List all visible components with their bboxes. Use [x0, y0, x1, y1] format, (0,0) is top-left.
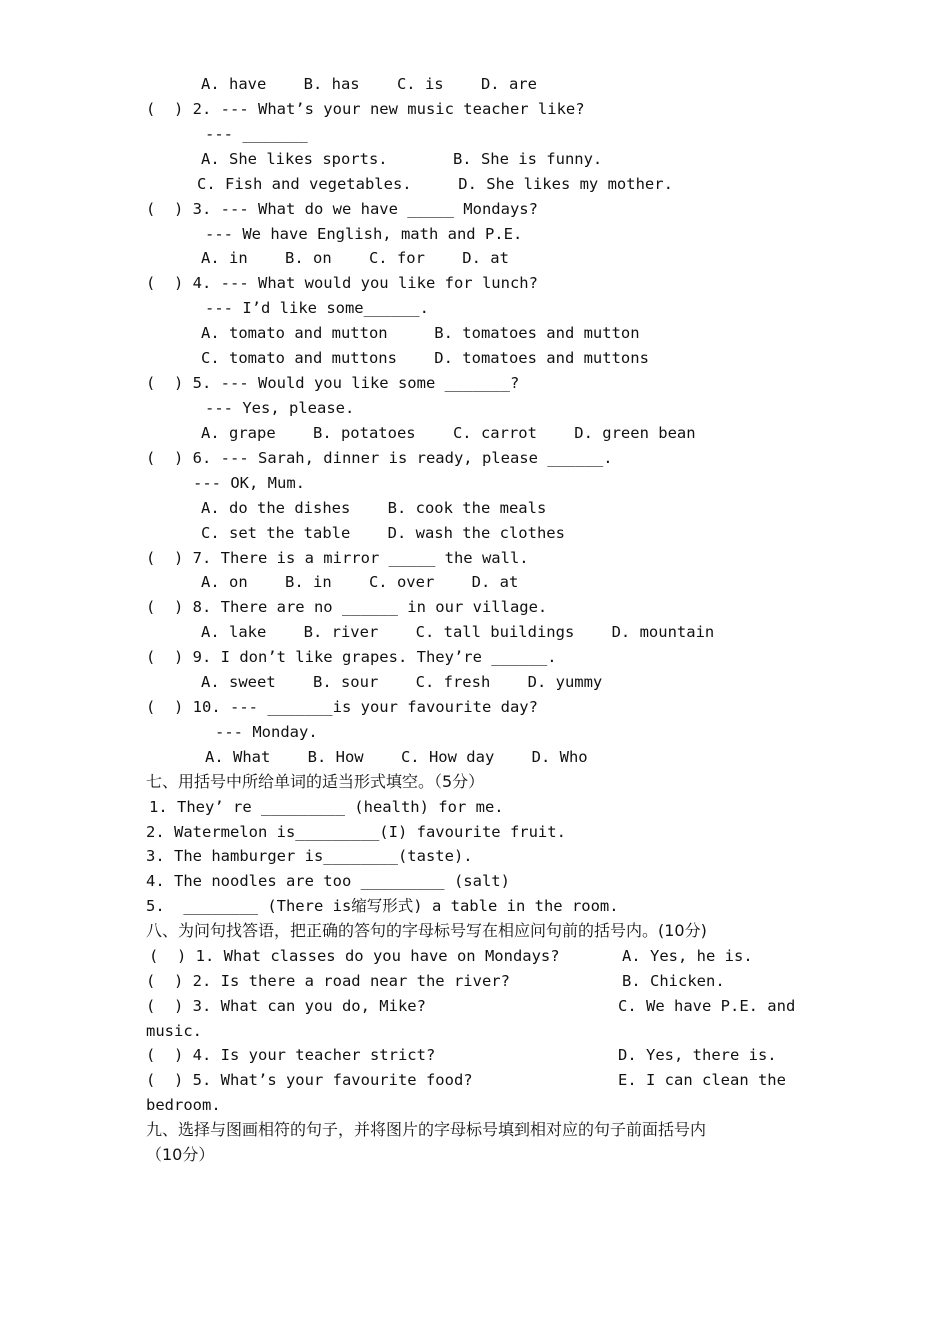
section8-answer-e: E. I can clean the	[618, 1071, 786, 1089]
q8-options-row1: A. lake B. river C. tall buildings D. mountain	[201, 623, 715, 641]
q9-options-row1: A. sweet B. sour C. fresh D. yummy	[201, 673, 603, 691]
section8-heading: 八、为问句找答语，把正确的答句的字母标号写在相应问句前的括号内。(10分)	[146, 921, 707, 940]
section7-item-2: 2. Watermelon is_________(I) favourite fruit.	[146, 823, 566, 841]
section8-answer-e-wrap: bedroom.	[146, 1096, 221, 1114]
q3-stem: ( ) 3. --- What do we have _____ Mondays?	[146, 200, 538, 218]
q7-options-row1: A. on B. in C. over D. at	[201, 573, 519, 591]
section8-answer-c-wrap: music.	[146, 1022, 202, 1040]
q2-answer: --- _______	[205, 125, 308, 143]
q4-options-row2: C. tomato and muttons D. tomatoes and muttons	[201, 349, 649, 367]
q10-answer: --- Monday.	[215, 723, 318, 741]
section8-answer-c: C. We have P.E. and	[618, 997, 796, 1015]
q8-stem: ( ) 8. There are no ______ in our village.	[146, 598, 548, 616]
q6-options-row2: C. set the table D. wash the clothes	[201, 524, 565, 542]
q2-stem: ( ) 2. --- What’s your new music teacher like?	[146, 100, 585, 118]
section7-item-3: 3. The hamburger is________(taste).	[146, 847, 473, 865]
q10-options-row1: A. What B. How C. How day D. Who	[205, 748, 588, 766]
section7-heading: 七、用括号中所给单词的适当形式填空。（5分）	[146, 772, 485, 791]
q2-options-row1: A. She likes sports. B. She is funny.	[201, 150, 603, 168]
section7-item-1: 1. They’ re _________ (health) for me.	[149, 798, 504, 816]
q7-stem: ( ) 7. There is a mirror _____ the wall.	[146, 549, 529, 567]
section7-item-5: 5. ________ (There is缩写形式) a table in the room.	[146, 897, 619, 915]
q5-options-row1: A. grape B. potatoes C. carrot D. green bean	[201, 424, 696, 442]
section8-answer-b: B. Chicken.	[622, 972, 725, 990]
q4-options-row1: A. tomato and mutton B. tomatoes and mutton	[201, 324, 640, 342]
section7-item-4: 4. The noodles are too _________ (salt)	[146, 872, 510, 890]
q6-stem: ( ) 6. --- Sarah, dinner is ready, please ______.	[146, 449, 613, 467]
q10-stem: ( ) 10. --- _______is your favourite day?	[146, 698, 538, 716]
section8-question-1: ( ) 1. What classes do you have on Mondays?	[149, 947, 560, 965]
section8-question-5: ( ) 5. What’s your favourite food?	[146, 1071, 473, 1089]
q3-options-row1: A. in B. on C. for D. at	[201, 249, 509, 267]
section8-answer-d: D. Yes, there is.	[618, 1046, 777, 1064]
q6-options-row1: A. do the dishes B. cook the meals	[201, 499, 547, 517]
q6-answer: --- OK, Mum.	[193, 474, 305, 492]
section9-heading-line2: （10分）	[146, 1145, 215, 1164]
q5-answer: --- Yes, please.	[205, 399, 355, 417]
section8-question-2: ( ) 2. Is there a road near the river?	[146, 972, 510, 990]
q4-stem: ( ) 4. --- What would you like for lunch?	[146, 274, 538, 292]
q9-stem: ( ) 9. I don’t like grapes. They’re ______.	[146, 648, 557, 666]
section8-question-3: ( ) 3. What can you do, Mike?	[146, 997, 426, 1015]
q2-options-row2: C. Fish and vegetables. D. She likes my mother.	[197, 175, 673, 193]
q3-answer: --- We have English, math and P.E.	[205, 225, 523, 243]
section8-answer-a: A. Yes, he is.	[622, 947, 753, 965]
section8-question-4: ( ) 4. Is your teacher strict?	[146, 1046, 436, 1064]
q4-answer: --- I’d like some______.	[205, 299, 429, 317]
q1-options: A. have B. has C. is D. are	[201, 75, 537, 93]
section9-heading-line1: 九、选择与图画相符的句子，并将图片的字母标号填到相对应的句子前面括号内	[146, 1120, 707, 1139]
q5-stem: ( ) 5. --- Would you like some _______?	[146, 374, 520, 392]
